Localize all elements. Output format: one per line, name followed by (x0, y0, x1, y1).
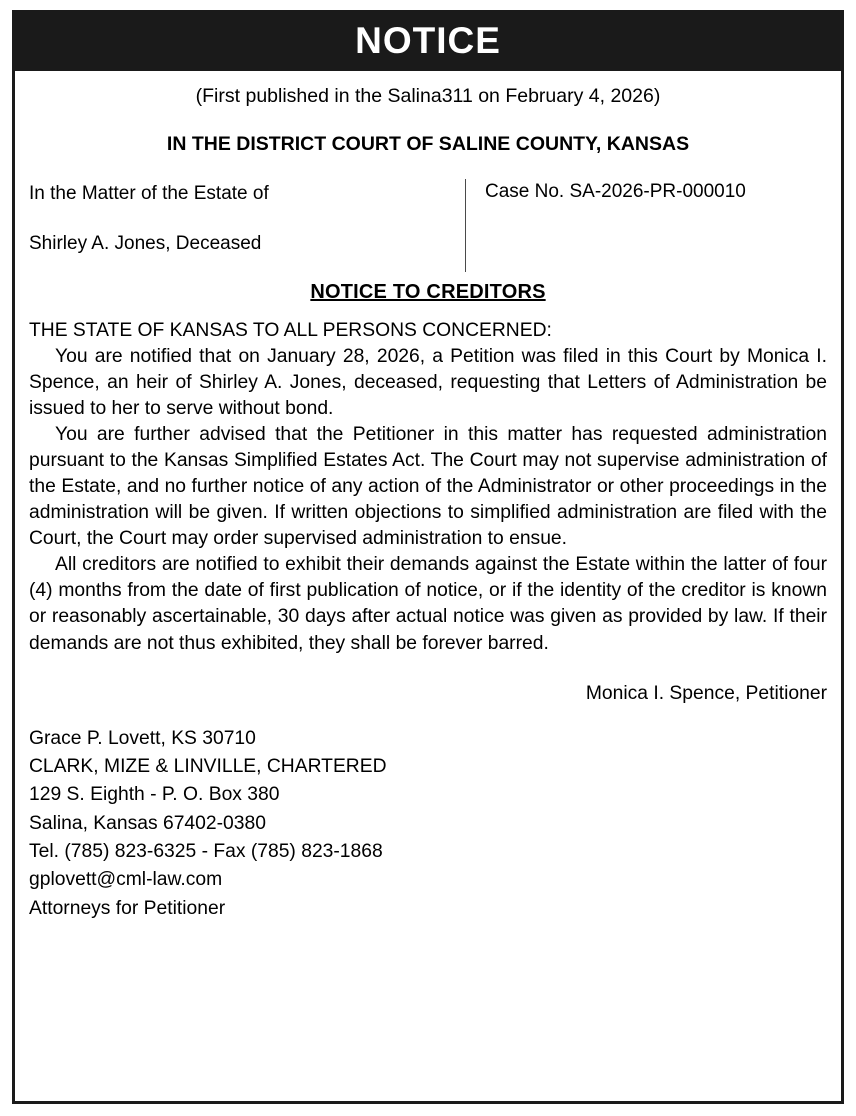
attorney-line: Salina, Kansas 67402-0380 (29, 812, 266, 834)
court-heading: IN THE DISTRICT COURT OF SALINE COUNTY, KANSAS (166, 132, 690, 155)
publication-line: (First published in the Salina311 on February 4, 2026) (195, 85, 661, 108)
attorney-address-block (29, 725, 827, 924)
body-paragraph: All creditors are notified to exhibit their demands against the Estate within the latter of four (4) months from the date of first publication of notice, or if the identity of the creditor is known or reasonably ascertainable, 30 days after actual notice was given as provided by law. If their demands are not thus exhibited, they shall be forever barred. (29, 554, 827, 654)
notice-body (29, 318, 827, 657)
notice-banner-title: NOTICE (15, 13, 841, 71)
notice-border-box (12, 10, 844, 1104)
attorney-line: CLARK, MIZE & LINVILLE, CHARTERED (29, 755, 387, 777)
decedent-name: Shirley A. Jones, Deceased (29, 232, 262, 254)
case-caption (29, 179, 827, 279)
petitioner-signature: Monica I. Spence, Petitioner (585, 682, 827, 704)
notice-subheading: NOTICE TO CREDITORS (310, 280, 546, 303)
body-paragraph: You are further advised that the Petitioner in this matter has requested administration pursuant to the Kansas Simplified Estates Act. The Court may not supervise administration of the Estate, and no further notice of any action of the Administrator or other proceedings in the administration will be given. If written objections to simplified administration are filed with the Court, the Court may order supervised administration to ensue. (29, 424, 827, 550)
body-paragraph: THE STATE OF KANSAS TO ALL PERSONS CONCERNED: (29, 319, 552, 341)
caption-divider (465, 179, 466, 272)
attorney-line: Attorneys for Petitioner (29, 897, 226, 919)
body-paragraph: You are notified that on January 28, 2026, a Petition was filed in this Court by Monica I. Spence, an heir of Shirley A. Jones, deceased, requesting that Letters of Administration be issued to her to serve without bond. (29, 345, 827, 420)
attorney-line: Grace P. Lovett, KS 30710 (29, 727, 256, 749)
notice-content (15, 84, 841, 923)
case-number: Case No. SA-2026-PR-000010 (485, 180, 746, 202)
attorney-line: 129 S. Eighth - P. O. Box 380 (29, 784, 280, 806)
attorney-email: gplovett@cml-law.com (29, 869, 223, 891)
attorney-line: Tel. (785) 823-6325 - Fax (785) 823-1868 (29, 841, 383, 863)
estate-matter-label: In the Matter of the Estate of (29, 182, 269, 204)
